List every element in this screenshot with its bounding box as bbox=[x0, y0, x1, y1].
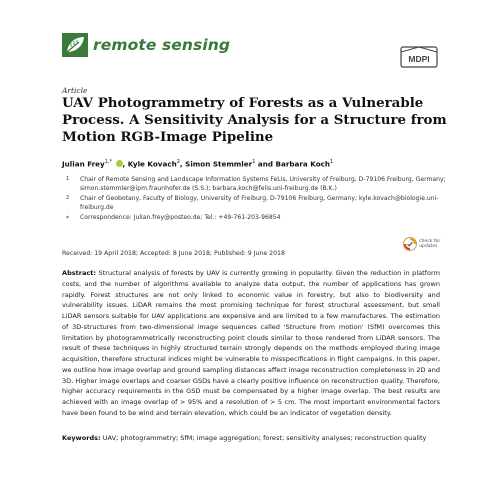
abstract bbox=[62, 268, 440, 419]
author-name[interactable]: Kyle Kovach bbox=[127, 159, 177, 169]
keywords-text: UAV; photogrammetry; SfM; image aggregation; forest; sensitivity analyses; reconstruction quality bbox=[102, 434, 427, 442]
keywords bbox=[62, 433, 440, 444]
author-affiliation-mark: 2 bbox=[176, 159, 180, 165]
affiliation-mark: 1 bbox=[66, 176, 70, 182]
check-for-updates-badge[interactable] bbox=[403, 237, 440, 251]
article-title: UAV Photogrammetry of Forests as a Vulnerable Process. A Sensitivity Analysis for a Structure from Motion RGB-Image Pipeline bbox=[62, 95, 447, 146]
author-affiliation-mark: 1 bbox=[330, 159, 334, 165]
affiliation-text: Chair of Geobotany, Faculty of Biology, University of Freiburg, D-79106 Freiburg, Germany; kyle.kovach@biologie.uni-freiburg.de bbox=[80, 194, 439, 212]
correspondence bbox=[62, 213, 452, 222]
correspondence-text: Correspondence: Julian.frey@posteo.de; Tel.: +49-761-203-96854 bbox=[80, 213, 281, 221]
author-name[interactable]: Julian Frey bbox=[62, 159, 105, 169]
orcid-icon[interactable] bbox=[116, 160, 123, 167]
check-updates-line2: updates bbox=[419, 244, 438, 249]
affiliation-text: Chair of Remote Sensing and Landscape Information Systems FeLis, University of Freiburg, D-79106 Freiburg, Germany; simon.stemmler@ipm.fraunhofer.de (S.S.); barbara.koch@felis.uni-freiburg.de (B.K.) bbox=[80, 176, 446, 193]
keywords-label: Keywords: bbox=[62, 434, 101, 442]
affiliation bbox=[62, 194, 452, 213]
journal-name: remote sensing bbox=[93, 36, 231, 54]
leaf-icon bbox=[62, 33, 88, 57]
author-name[interactable]: Simon Stemmler bbox=[185, 159, 253, 169]
publisher-name: MDPI bbox=[408, 54, 430, 64]
author-affiliation-mark: 1,* bbox=[104, 159, 113, 165]
affiliations bbox=[62, 175, 452, 222]
author-name[interactable]: Barbara Koch bbox=[275, 159, 331, 169]
abstract-label: Abstract: bbox=[62, 269, 97, 277]
publication-dates: Received: 19 April 2018; Accepted: 8 June 2018; Published: 9 June 2018 bbox=[62, 250, 285, 257]
check-updates-line1: check for bbox=[419, 238, 441, 244]
author-affiliation-mark: 1 bbox=[252, 159, 256, 165]
mdpi-logo[interactable] bbox=[400, 46, 438, 68]
article-type: Article bbox=[62, 86, 88, 95]
abstract-text: Structural analysis of forests by UAV is currently growing in popularity. Given the reduction in platform costs, and the number of algorithms available to analyze data output, the number of applications has grown rapidly. Forest structures are not only linked to economic value in forestry, but also to biodiversity and vulnerability issues. LiDAR remains the most promising technique for forest structural assessment, but small LiDAR sensors suitable for UAV applications are expensive and are limited to a few manufactures. The estimation of 3D-structures from two-dimensional image sequences called 'Structure from motion' (SfM) overcomes this limitation by photogrammetrically reconstructing point clouds similar to those rendered from LiDAR sensors. The result of these techniques in highly structured terrain strongly depends on the methods employed during image acquisition, therefore structural indices might be vulnerable to misspecifications in flight campaigns. In this paper, we outline how image overlap and ground sampling distances affect image reconstruction completeness in 2D and 3D. Higher image overlaps and coarser GSDs have a clearly positive influence on reconstruction quality. Therefore, higher accuracy requirements in the GSD must be compensated by a higher image overlap. The best results are achieved with an image overlap of > 95% and a resolution of > 5 cm. The most important environmental factors have been found to be wind and terrain elevation, which could be an indicator of vegetation density. bbox=[62, 269, 440, 417]
affiliation bbox=[62, 175, 452, 194]
affiliation-mark: 2 bbox=[66, 194, 70, 201]
correspondence-mark: * bbox=[66, 214, 69, 222]
check-updates-icon bbox=[403, 237, 417, 251]
author-list: Julian Frey$^{1,*}$ , Kyle Kovach$^2$, Simon Stemmler$^1$ and Barbara Koch$^1$ bbox=[62, 159, 334, 169]
journal-logo[interactable] bbox=[62, 33, 230, 57]
